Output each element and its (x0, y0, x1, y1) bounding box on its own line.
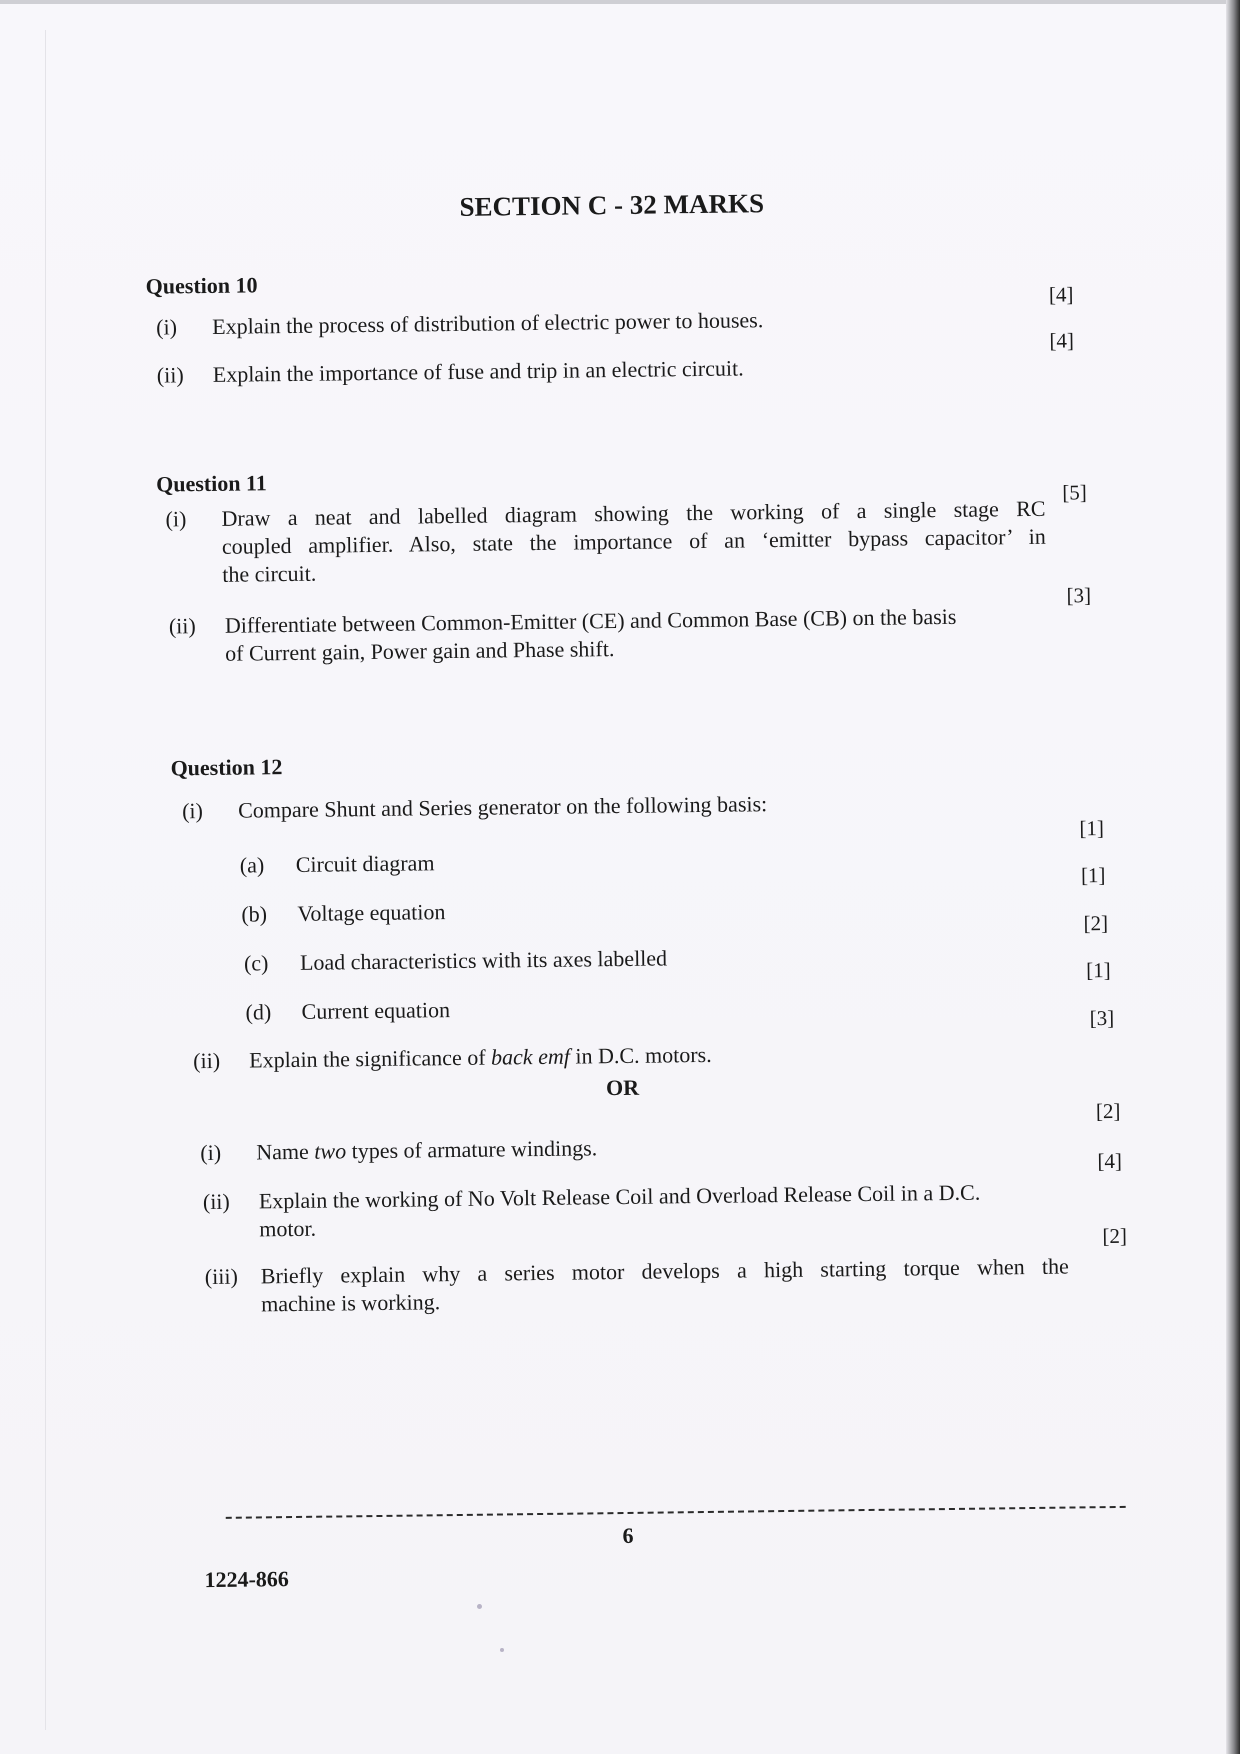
marks-label: [1] (1085, 958, 1111, 983)
item-text-line: Differentiate between Common-Emitter (CE) and Common Base (CB) on the basis (224, 603, 957, 638)
item-text: Explain the significance of back emf in D.C. motors. (249, 1041, 712, 1073)
marks-label: [1] (1079, 816, 1105, 841)
sub-number: (c) (243, 950, 269, 976)
item-number: (ii) (193, 1047, 221, 1074)
item-number: (i) (181, 798, 204, 824)
sub-text: Current equation (301, 997, 451, 1024)
sub-text: Voltage equation (297, 899, 446, 926)
q11-item-i (165, 495, 1046, 587)
sub-text: Circuit diagram (295, 850, 435, 877)
item-number: (i) (200, 1139, 222, 1166)
item-text-line: of Current gain, Power gain and Phase shift. (225, 636, 615, 666)
item-text: Explain the importance of fuse and trip in an electric circuit. (212, 355, 744, 387)
item-text-line: coupled amplifier. Also, state the importance of an ‘emitter bypass capacitor’ in (221, 523, 1046, 559)
marks-label: [5] (1062, 480, 1087, 505)
page-number: 6 (622, 1522, 634, 1549)
q10-item-ii (156, 351, 1057, 388)
marks-label: [2] (1083, 911, 1109, 936)
marks-label: [4] (1049, 328, 1075, 353)
item-text-line: motor. (259, 1215, 317, 1242)
item-text-line: Draw a neat and labelled diagram showing the working of a single stage RC (221, 495, 1046, 531)
paper-code: 1224-866 (204, 1566, 289, 1593)
sub-text: Load characteristics with its axes labelled (299, 945, 668, 975)
question-12-heading: Question 12 (170, 754, 283, 781)
item-number: (ii) (168, 613, 196, 639)
item-number: (i) (165, 506, 187, 532)
q12-sub-c (243, 941, 944, 976)
sub-number: (a) (239, 852, 265, 878)
q12-part-ii (193, 1036, 1073, 1074)
sub-number: (d) (245, 999, 272, 1025)
q12-part-i (181, 787, 1062, 824)
sub-number: (b) (241, 901, 268, 927)
item-text: Explain the process of distribution of electric power to houses. (212, 307, 764, 339)
item-text: Compare Shunt and Series generator on the following basis: (237, 791, 768, 823)
footer-dashed-rule (226, 1506, 1126, 1519)
q12-alt-ii (202, 1177, 1083, 1242)
item-text-line: machine is working. (260, 1289, 441, 1317)
item-number: (ii) (156, 362, 184, 388)
marks-label: [1] (1080, 863, 1106, 888)
q12-sub-a (239, 843, 940, 878)
q12-alt-iii (204, 1252, 1085, 1317)
q12-sub-d (245, 990, 945, 1025)
item-text: Name two types of armature windings. (256, 1135, 598, 1165)
item-text-line: the circuit. (222, 560, 317, 587)
q12-sub-b (241, 892, 941, 927)
marks-label: [3] (1066, 583, 1092, 608)
item-number: (ii) (202, 1188, 230, 1215)
emphasis-text: back emf (490, 1043, 571, 1070)
marks-label: [2] (1102, 1223, 1128, 1249)
marks-label: [4] (1097, 1148, 1123, 1174)
section-title: SECTION C - 32 MARKS (459, 188, 765, 222)
q10-item-i (156, 303, 1056, 340)
or-separator: OR (605, 1074, 640, 1101)
q12-alt-i (200, 1128, 1080, 1166)
q11-item-ii (168, 602, 1049, 666)
emphasis-text: two (314, 1138, 347, 1164)
marks-label: [2] (1095, 1098, 1121, 1124)
item-text-line: Explain the working of No Volt Release Coil and Overload Release Coil in a D.C. (258, 1179, 981, 1214)
item-text-line: Briefly explain why a series motor develops a high starting torque when the (260, 1253, 1069, 1289)
item-number: (iii) (204, 1263, 238, 1290)
marks-label: [4] (1048, 282, 1074, 307)
question-10-heading: Question 10 (145, 272, 258, 299)
marks-label: [3] (1089, 1005, 1115, 1031)
item-number: (i) (156, 314, 178, 340)
question-11-heading: Question 11 (155, 470, 267, 497)
